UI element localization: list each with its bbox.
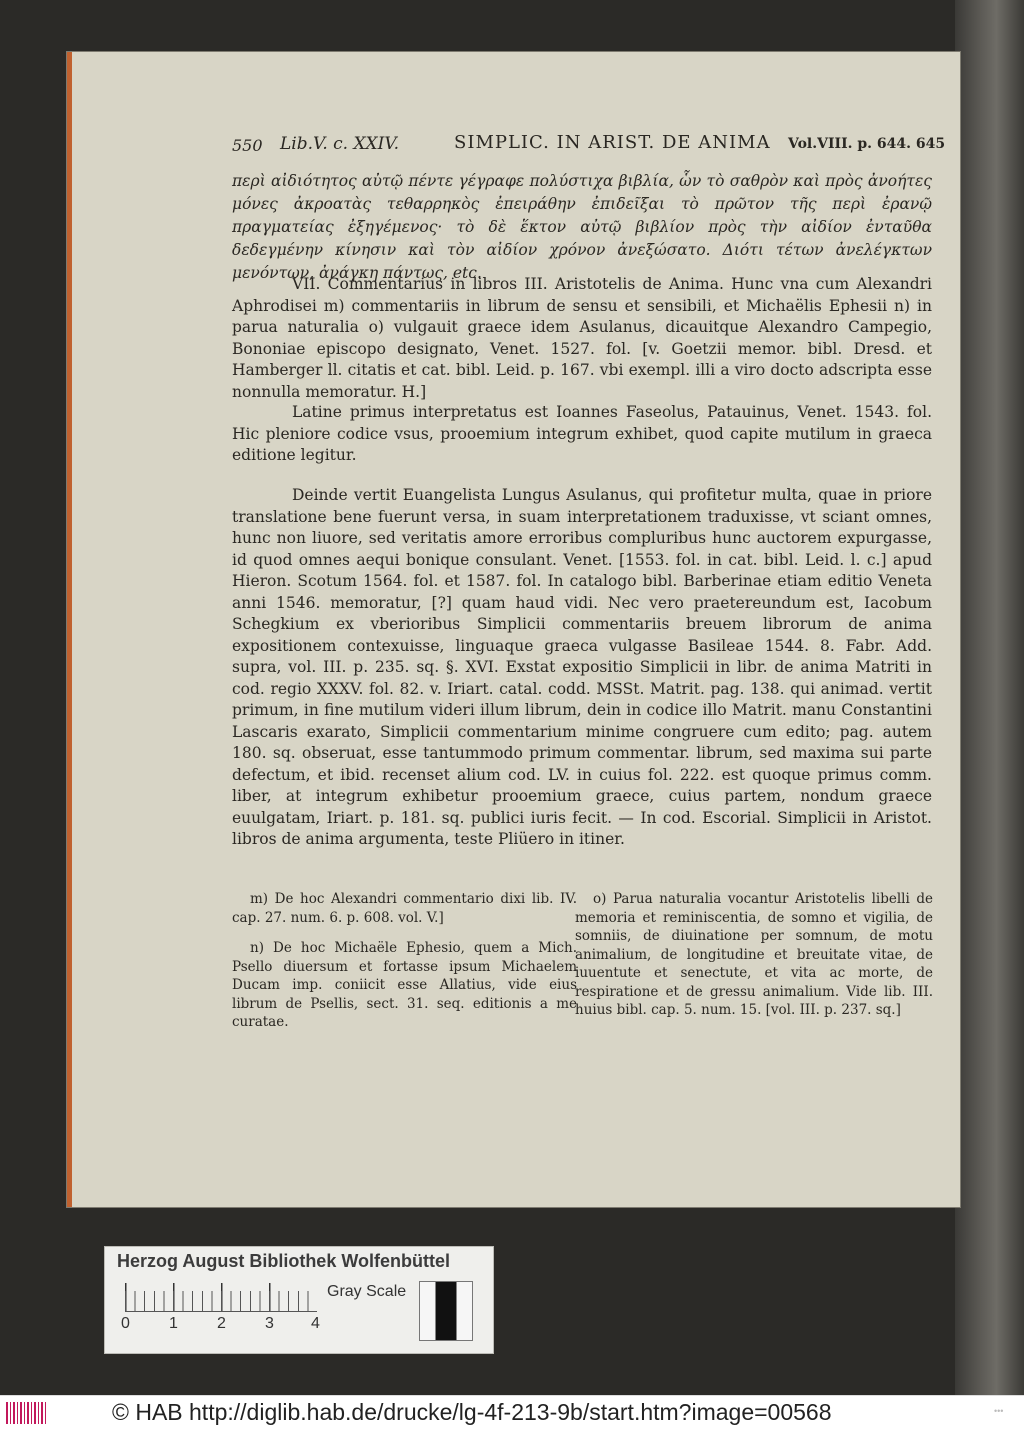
footnotes-left-column: [232, 890, 577, 1044]
running-title: SIMPLIC. IN ARIST. DE ANIMA: [454, 132, 771, 153]
paragraph: VII. Commentarius in libros III. Aristotelis de Anima. Hunc vna cum Alexandri Aphrodisei m) commentariis in librum de sensu et sensibili, et Michaëlis Ephesii n) in parua naturalia o) vulgauit graece idem Asulanus, dicauitque Alexandro Campegio, Bononiae episcopo designato, Venet. 1527. fol. [v. Goetzii memor. bibl. Dresd. et Hamberger ll. citatis et cat. bibl. Leid. p. 167. vbi exempl. illi a viro docto adscripta esse nonnulla memoratur. H.]: [232, 275, 932, 401]
ruler-number: 0: [121, 1315, 130, 1332]
greek-passage: περὶ αἰδιότητος αὐτῷ πέντε γέγραφε πολύστιχα βιβλία, ὧν τὸ σαθρὸν καὶ πρὸς ἀνοήτες μόνες ἀκροατὰς τεθαρρηκὸς ἐπειράθην ἐπιδεῖξαι τὸ πρῶτον τῆς περὶ ἐρανῷ πραγματείας ἐξηγέμενος· τὸ δὲ ἕκτον αὐτῷ βιβλίον πρὸς τὴν αἰδίον ἐνταῦθα δεδεγμένην κίνησιν καὶ τὸν αἰδίον χρόνον ἀνεξώσατο. Διότι τέτων ἀνελέγκτων μενόντων, ἀνάγκη πάντως, etc.: [232, 172, 932, 282]
adjacent-page-edge: [1005, 120, 1024, 1020]
page-number: 550: [232, 136, 263, 155]
ruler-number: 3: [265, 1315, 274, 1332]
gray-scale-swatch: [419, 1281, 473, 1341]
ruler-number: 4: [311, 1315, 320, 1332]
ruler-number: 1: [169, 1315, 178, 1332]
paragraph: Latine primus interpretatus est Ioannes Faseolus, Patauinus, Venet. 1543. fol. Hic pleniore codice vsus, prooemium integrum exhibet, quod capite mutilum in graeca editione legitur.: [232, 403, 932, 464]
footnotes-right-column: [575, 890, 933, 1032]
footnote: o) Parua naturalia vocantur Aristotelis libelli de memoria et reminiscentia, de somno et vigilia, de somniis, de diuinatione per somnum, de motu animalium, de longitudine et breuitate vitae, de iuuentute et senectute, et vita ac morte, de respiratione et de gressu animalium. Vide lib. III. huius bibl. cap. 5. num. 15. [vol. III. p. 237. sq.]: [575, 891, 933, 1018]
footer-bar: [0, 1395, 1024, 1429]
ruler-number: 2: [217, 1315, 226, 1332]
footer-dots: •••: [994, 1406, 1004, 1416]
section-reference: Lib.V. c. XXIV.: [280, 134, 400, 154]
gray-scale-label: Gray Scale: [327, 1283, 407, 1300]
paragraph: Deinde vertit Euangelista Lungus Asulanus, qui profitetur multa, quae in priore translatione bene fuerunt versa, in suam interpretationem traduxisse, vt sciant omnes, hunc non liuore, sed veritatis amore erroribus compluribus hunc auctorem expurgasse, id quod omnes aequi bonique consulant. Venet. [1553. fol. in cat. bibl. Leid. l. c.] apud Hieron. Scotum 1564. fol. et 1587. fol. In catalogo bibl. Barberinae etiam editio Veneta anni 1546. memoratur, [?] quam haud vidi. Nec vero praetereundum est, Iacobum Schegkium ex vberioribus Simplicii commentariis breuem librorum de anima expositionem contexuisse, linguaque graeca vulgasse Basileae 1544. 8. Fabr. Add. supra, vol. III. p. 235. sq. §. XVI. Exstat expositio Simplicii in libr. de anima Matriti in cod. regio XXXV. fol. 82. v. Iriart. catal. codd. MSSt. Matrit. pag. 138. qui animad. vertit primum, in fine mutilum videri illum librum, dein in codice illo Matrit. manu Constantini Lascaris exarato, Simplicii commentarium minime congruere cum edito; pag. autem 180. sq. obseruat, esse tantummodo primum commentar. librum, sed maxima sui parte defectum, et ibid. recenset alium cod. LV. in cuius fol. 222. est quoque primus comm. liber, at integrum exhibetur prooemium graece, cuius partem, nondum graece euulgatam, Iriart. p. 181. sq. publici iuris fecit. — In cod. Escorial. Simplicii in Aristot. libros de anima argumenta, teste Pliüero in itiner.: [232, 486, 932, 848]
footnote: m) De hoc Alexandri commentario dixi lib. IV. cap. 27. num. 6. p. 608. vol. V.]: [232, 891, 577, 926]
source-url[interactable]: © HAB http://diglib.hab.de/drucke/lg-4f-213-9b/start.htm?image=00568: [112, 1399, 832, 1425]
barcode-icon: [6, 1402, 46, 1424]
color-calibration-card: [104, 1246, 494, 1354]
book-page: [67, 52, 960, 1207]
ruler: [125, 1291, 317, 1312]
institution-label: Herzog August Bibliothek Wolfenbüttel: [117, 1251, 450, 1271]
volume-reference: Vol.VIII. p. 644. 645: [788, 136, 946, 152]
footnote: n) De hoc Michaële Ephesio, quem a Mich. Psello diuersum et fortasse ipsum Michaelem Ducam imp. coniicit esse Allatius, vide eius librum de Psellis, sect. 31. seq. editionis a me curatae.: [232, 940, 577, 1030]
